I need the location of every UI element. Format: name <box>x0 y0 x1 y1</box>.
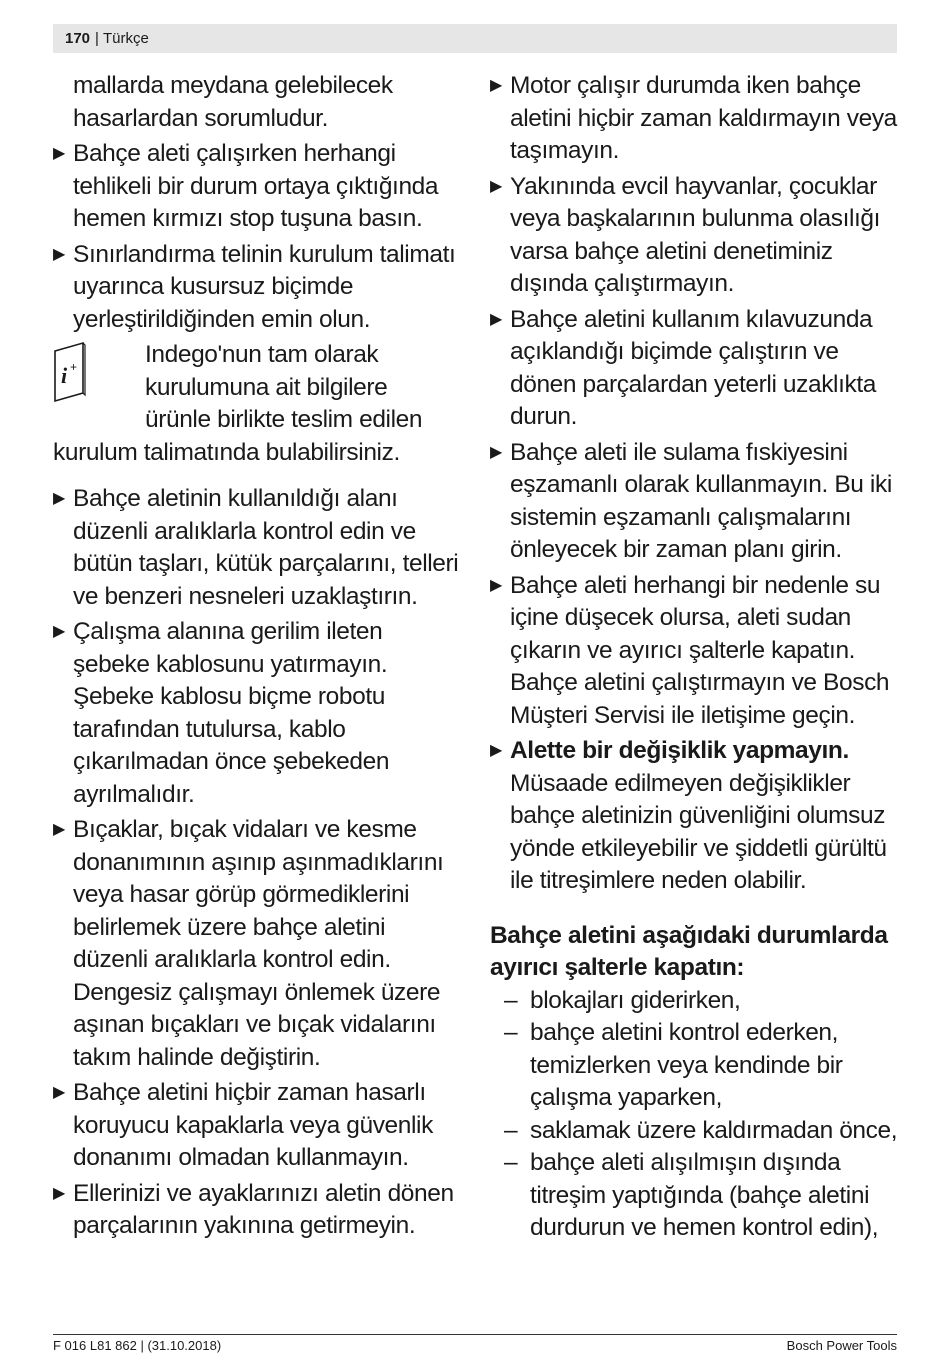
warning-bold-text: Alette bir değişiklik yapmayın. <box>510 737 849 764</box>
bullet-text: Bahçe aleti herhangi bir nedenle su içine düşecek olursa, aleti sudan çıkarın ve ayırıcı şalterle kapatın. Bahçe aletini çalıştırmayın ve Bosch Müşteri Servisi ile iletişime geçin. <box>510 571 890 729</box>
dash-list-item <box>490 1115 900 1148</box>
section-heading: Bahçe aletini aşağıdaki durumlarda ayırıcı şalterle kapatın: <box>490 921 888 981</box>
bullet-text: Bıçaklar, bıçak vidaları ve kesme donanımının aşınıp aşınmadıklarını veya hasar görüp görmediklerini belirlemek üzere bahçe aletini düzenli aralıklarla kontrol edin. Dengesiz çalışmayı önlemek üzere aşınan bıçakları ve bıçak vidalarını takım halinde değiştirin. <box>73 816 444 1071</box>
list-item <box>490 171 900 301</box>
list-item <box>53 1077 463 1175</box>
bullet-text: Bahçe aleti çalışırken herhangi tehlikeli bir durum ortaya çıktığında hemen kırmızı stop tuşuna basın. <box>73 140 439 232</box>
footer-divider <box>53 1334 897 1335</box>
dash-bullet: – <box>504 986 518 1014</box>
bullet-text: Çalışma alanına gerilim ileten şebeke kablosunu yatırmayın. Şebeke kablosu biçme robotu tarafından tutulursa, kablo çıkarılmadan önce şebekeden ayrılmalıdır. <box>73 618 390 808</box>
info-note <box>53 339 463 469</box>
list-item <box>490 304 900 434</box>
info-book-icon <box>53 341 87 403</box>
continuation-text: mallarda meydana gelebilecek hasarlardan sorumludur. <box>73 72 393 132</box>
warning-text: Müsaade edilmeyen değişiklikler bahçe aletinizin güvenliğini olumsuz yönde etkileyebilir ve şiddetli gürültü ile titreşimlere neden olabilir. <box>510 769 887 894</box>
bullet-text: Motor çalışır durumda iken bahçe aletini hiçbir zaman kaldırmayın veya taşımayın. <box>510 72 897 164</box>
info-line-4: kurulum talimatında bulabilirsiniz. <box>53 438 400 466</box>
dash-bullet: – <box>504 1116 518 1144</box>
list-item <box>53 616 463 811</box>
bullet-text: Bahçe aletini kullanım kılavuzunda açıklandığı biçimde çalıştırın ve dönen parçalardan yeterli uzaklıkta durun. <box>510 305 876 430</box>
bullet-arrow-icon: ▶ <box>490 742 502 759</box>
bullet-arrow-icon: ▶ <box>490 310 502 328</box>
info-line-2: kurulumuna ait bilgilere <box>145 373 388 401</box>
dash-bullet: – <box>504 1019 518 1046</box>
bullet-arrow-icon: ▶ <box>53 1084 65 1101</box>
left-column <box>53 70 463 1246</box>
svg-text:i: i <box>61 363 67 388</box>
bullet-arrow-icon: ▶ <box>53 623 65 640</box>
bullet-arrow-icon: ▶ <box>53 1184 65 1202</box>
bullet-arrow-icon: ▶ <box>490 576 502 594</box>
dash-bullet: – <box>504 1149 518 1176</box>
bullet-text: Sınırlandırma telinin kurulum talimatı uyarınca kusursuz biçimde yerleştirildiğinden emin olun. <box>73 240 456 333</box>
page-header <box>53 24 897 53</box>
dash-list-item <box>490 1147 900 1245</box>
svg-text:+: + <box>70 360 77 374</box>
bullet-text: Bahçe aleti ile sulama fıskiyesini eşzamanlı olarak kullanmayın. Bu iki sistemin eşzamanlı çalışmalarını önleyecek bir zaman planı girin. <box>510 438 892 563</box>
list-item <box>53 239 463 337</box>
dash-text: saklamak üzere kaldırmadan önce, <box>530 1116 898 1144</box>
bullet-arrow-icon: ▶ <box>490 443 502 461</box>
bullet-arrow-icon: ▶ <box>490 177 502 195</box>
header-separator: | <box>95 30 99 47</box>
footer-document-id: F 016 L81 862 | (31.10.2018) <box>53 1338 222 1353</box>
bullet-arrow-icon: ▶ <box>490 77 502 94</box>
list-item <box>490 70 900 168</box>
dash-list-item <box>490 1017 900 1115</box>
list-item <box>53 1178 463 1243</box>
bullet-text: Bahçe aletini hiçbir zaman hasarlı koruyucu kapaklarla veya güvenlik donanımı olmadan kullanmayın. <box>73 1079 433 1171</box>
dash-text: bahçe aleti alışılmışın dışında titreşim yaptığında (bahçe aletini durdurun ve hemen kontrol edin), <box>530 1149 879 1241</box>
list-item <box>490 437 900 567</box>
header-language: Türkçe <box>103 30 149 47</box>
bullet-text: Ellerinizi ve ayaklarınızı aletin dönen parçalarının yakınına getirmeyin. <box>73 1179 454 1239</box>
bullet-arrow-icon: ▶ <box>53 821 65 838</box>
list-item <box>53 138 463 236</box>
footer-brand: Bosch Power Tools <box>786 1338 897 1353</box>
bullet-arrow-icon: ▶ <box>53 145 65 162</box>
dash-list-item <box>490 985 900 1018</box>
bullet-text: Bahçe aletinin kullanıldığı alanı düzenli aralıklarla kontrol edin ve bütün taşları, kütük parçalarını, telleri ve benzeri nesneleri uzaklaştırın. <box>73 485 459 610</box>
dash-text: blokajları giderirken, <box>530 986 741 1014</box>
info-line-1: Indego'nun tam olarak <box>145 341 379 368</box>
right-column <box>490 70 900 1245</box>
bullet-arrow-icon: ▶ <box>53 245 65 263</box>
list-item <box>53 483 463 613</box>
list-item-warning <box>490 735 900 898</box>
dash-text: bahçe aletini kontrol ederken, temizlerken veya kendinde bir çalışma yaparken, <box>530 1019 843 1111</box>
list-item <box>53 814 463 1074</box>
page-number: 170 <box>65 30 91 47</box>
bullet-text: Yakınında evcil hayvanlar, çocuklar veya başkalarının bulunma olasılığı varsa bahçe aletini denetiminiz dışında çalıştırmayın. <box>510 172 881 297</box>
bullet-arrow-icon: ▶ <box>53 490 65 507</box>
info-line-3: ürünle birlikte teslim edilen <box>145 406 423 433</box>
list-item <box>490 570 900 733</box>
